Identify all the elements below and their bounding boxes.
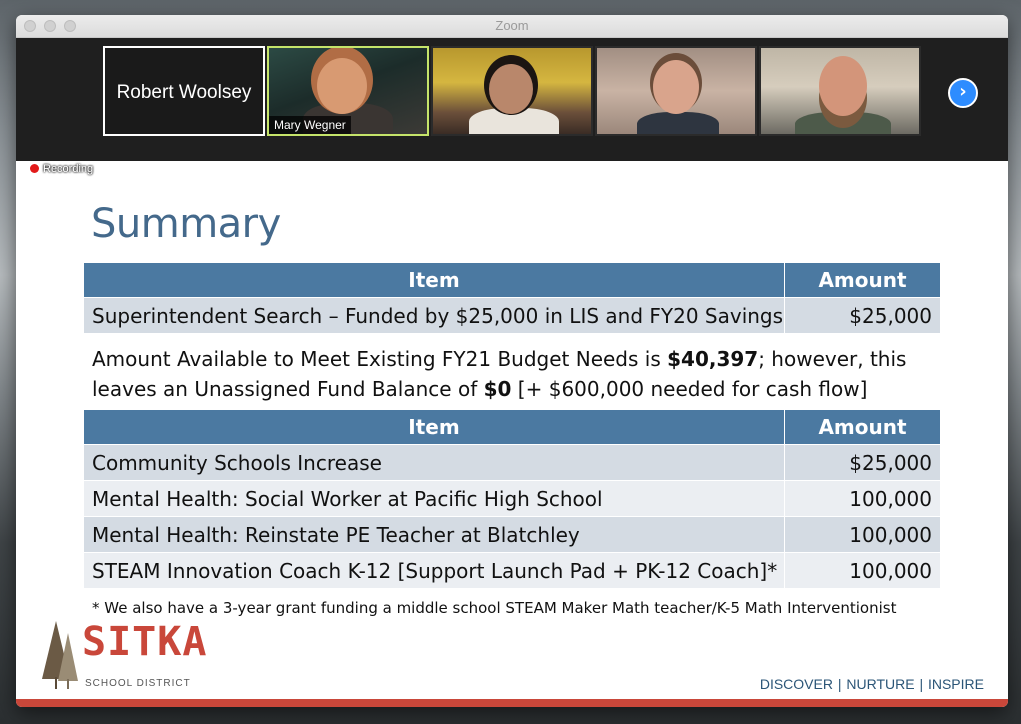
recording-indicator [30,163,93,177]
participant-tile-4[interactable] [595,46,757,136]
cell-amount: 100,000 [785,481,940,516]
table-row [84,481,940,517]
note-text: [+ $600,000 needed for cash flow] [511,377,868,401]
participant-face [819,56,867,116]
summary-table-2 [84,410,940,589]
cell-item: Community Schools Increase [84,445,784,480]
window-title: Zoom [495,18,529,33]
header-amount: Amount [785,410,940,444]
cell-item: Mental Health: Reinstate PE Teacher at Blatchley [84,517,784,552]
budget-note [92,344,922,404]
title-bar [16,15,1008,38]
record-dot-icon [30,164,39,173]
chevron-right-icon: › [959,81,967,102]
table-row [84,298,940,334]
participant-face [653,60,699,114]
cell-amount: $25,000 [785,445,940,480]
participant-name-caption: Mary Wegner [269,116,351,134]
footnote: * We also have a 3-year grant funding a middle school STEAM Maker Math teacher/K-5 Math Interventionist [92,599,897,617]
header-amount: Amount [785,263,940,297]
zoom-window [16,15,1008,707]
header-item: Item [84,410,784,444]
slide-bottom-bar [16,699,1008,707]
participant-name: Robert Woolsey [116,82,252,103]
cell-item: Mental Health: Social Worker at Pacific High School [84,481,784,516]
table-row [84,553,940,589]
table-header-row [84,263,940,298]
cell-amount: $25,000 [785,298,940,333]
cell-amount: 100,000 [785,517,940,552]
cell-amount: 100,000 [785,553,940,588]
logo-wordmark: SITKA [82,619,208,665]
participant-face [317,58,367,114]
table-row [84,445,940,481]
participant-tile-5[interactable] [759,46,921,136]
participant-face [489,64,533,114]
note-unassigned-balance: $0 [483,377,512,401]
note-text: Amount Available to Meet Existing FY21 Budget Needs is [92,347,668,371]
participant-tile-mary-wegner[interactable] [267,46,429,136]
next-participants-button[interactable] [948,78,978,108]
note-amount-available: $40,397 [667,347,759,371]
participant-tile-robert-woolsey[interactable] [103,46,265,136]
slide-title: Summary [91,201,281,247]
table-row [84,517,940,553]
logo-subtitle: SCHOOL DISTRICT [85,678,191,689]
tagline: DISCOVER | NURTURE | INSPIRE [759,676,984,692]
participant-video [637,112,719,136]
summary-table-1 [84,263,940,334]
table-header-row [84,410,940,445]
participant-video-strip [16,38,1008,161]
recording-label: Recording [43,163,94,175]
cell-item: STEAM Innovation Coach K-12 [Support Launch Pad + PK-12 Coach]* [84,553,784,588]
cell-item: Superintendent Search – Funded by $25,000 in LIS and FY20 Savings [84,298,784,333]
participant-tile-3[interactable] [431,46,593,136]
header-item: Item [84,263,784,297]
note-text: ; however, this leaves an Unassigned Fund Balance of [92,347,907,401]
